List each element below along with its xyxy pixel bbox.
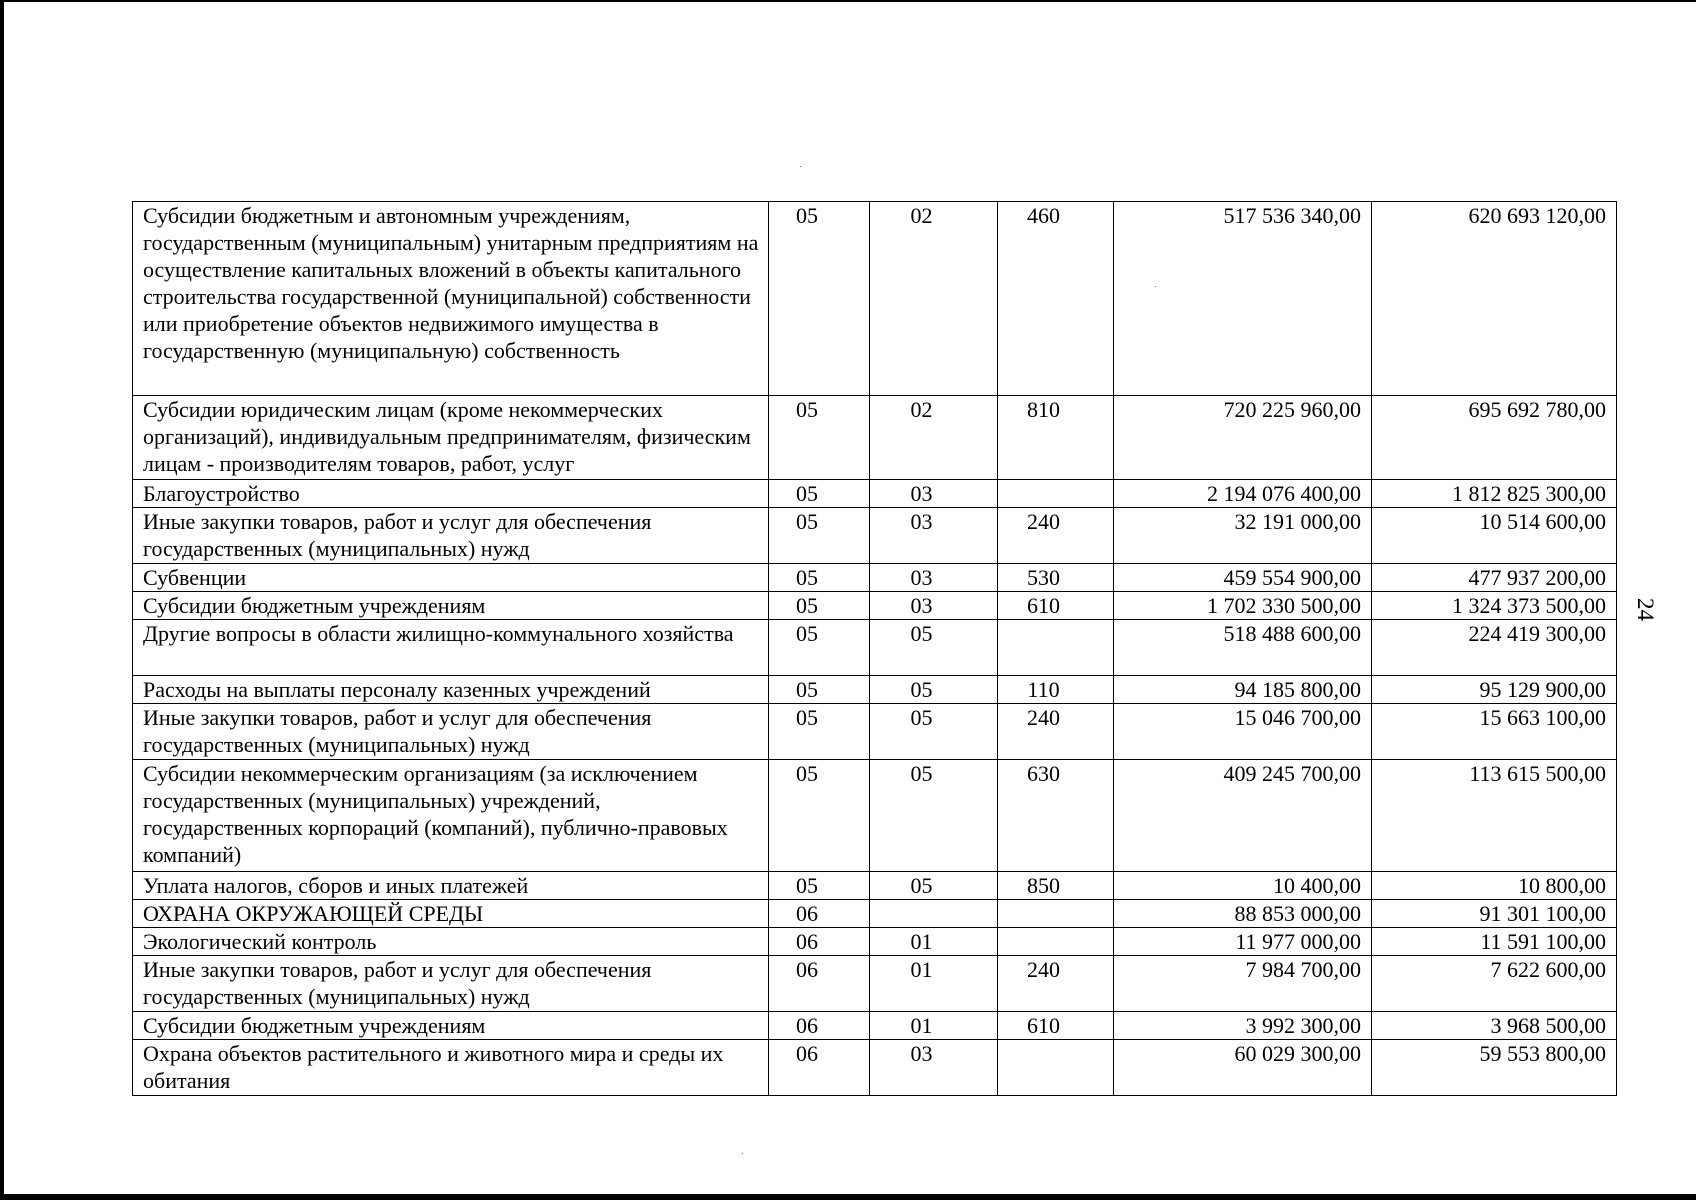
- row-expense-type-code: 240: [998, 956, 1114, 1012]
- row-subsection-code: 03: [870, 592, 998, 620]
- table-row: [133, 592, 1617, 620]
- row-amount-2: 3 968 500,00: [1372, 1012, 1617, 1040]
- row-section-code: 05: [769, 564, 870, 592]
- row-section-code: 05: [769, 676, 870, 704]
- row-expense-type-code: 460: [998, 202, 1114, 396]
- table-row: [133, 202, 1617, 396]
- row-subsection-code: 03: [870, 480, 998, 508]
- row-expense-type-code: [998, 620, 1114, 676]
- row-section-code: 05: [769, 202, 870, 396]
- row-subsection-code: 03: [870, 508, 998, 564]
- table-row: [133, 900, 1617, 928]
- row-name: Субсидии бюджетным и автономным учреждениям, государственным (муниципальным) унитарным предприятиям на осуществление капитальных вложений в объекты капитального строительства государственной (муниципальной) собственности или приобретение объектов недвижимого имущества в государственную (муниципальную) собственность: [133, 202, 769, 396]
- row-amount-2: 620 693 120,00: [1372, 202, 1617, 396]
- row-section-code: 06: [769, 1012, 870, 1040]
- table-row: [133, 1040, 1617, 1096]
- row-name: Субсидии бюджетным учреждениям: [133, 592, 769, 620]
- row-amount-1: 94 185 800,00: [1114, 676, 1372, 704]
- scan-border-left: [0, 0, 4, 1200]
- scan-border-top: [0, 0, 1696, 2]
- table-row: [133, 676, 1617, 704]
- row-section-code: 05: [769, 592, 870, 620]
- row-section-code: 06: [769, 1040, 870, 1096]
- row-amount-2: 477 937 200,00: [1372, 564, 1617, 592]
- row-amount-1: 10 400,00: [1114, 872, 1372, 900]
- row-amount-2: 224 419 300,00: [1372, 620, 1617, 676]
- row-expense-type-code: 610: [998, 1012, 1114, 1040]
- row-name: Уплата налогов, сборов и иных платежей: [133, 872, 769, 900]
- row-name: Другие вопросы в области жилищно-коммунального хозяйства: [133, 620, 769, 676]
- row-subsection-code: 02: [870, 202, 998, 396]
- row-name: Субсидии некоммерческим организациям (за исключением государственных (муниципальных) учреждений, государственных корпораций (компаний), публично-правовых компаний): [133, 760, 769, 872]
- row-subsection-code: 01: [870, 956, 998, 1012]
- row-subsection-code: 03: [870, 1040, 998, 1096]
- row-section-code: 05: [769, 508, 870, 564]
- row-subsection-code: 05: [870, 872, 998, 900]
- row-name: Охрана объектов растительного и животного мира и среды их обитания: [133, 1040, 769, 1096]
- table-row: [133, 760, 1617, 872]
- row-subsection-code: 02: [870, 396, 998, 480]
- budget-table: [132, 201, 1617, 1096]
- budget-table-body: [133, 202, 1617, 1096]
- row-amount-1: 517 536 340,00: [1114, 202, 1372, 396]
- row-expense-type-code: [998, 480, 1114, 508]
- row-amount-1: 1 702 330 500,00: [1114, 592, 1372, 620]
- row-expense-type-code: 850: [998, 872, 1114, 900]
- row-amount-2: 10 800,00: [1372, 872, 1617, 900]
- row-section-code: 05: [769, 480, 870, 508]
- row-amount-2: 113 615 500,00: [1372, 760, 1617, 872]
- row-name: Расходы на выплаты персоналу казенных учреждений: [133, 676, 769, 704]
- row-amount-2: 1 324 373 500,00: [1372, 592, 1617, 620]
- row-amount-2: 1 812 825 300,00: [1372, 480, 1617, 508]
- table-row: [133, 872, 1617, 900]
- row-name: Благоустройство: [133, 480, 769, 508]
- row-amount-2: 59 553 800,00: [1372, 1040, 1617, 1096]
- row-amount-1: 720 225 960,00: [1114, 396, 1372, 480]
- row-expense-type-code: [998, 900, 1114, 928]
- row-section-code: 05: [769, 760, 870, 872]
- row-amount-1: 2 194 076 400,00: [1114, 480, 1372, 508]
- row-amount-2: 10 514 600,00: [1372, 508, 1617, 564]
- row-expense-type-code: 610: [998, 592, 1114, 620]
- row-section-code: 06: [769, 900, 870, 928]
- row-expense-type-code: [998, 928, 1114, 956]
- row-section-code: 05: [769, 872, 870, 900]
- row-amount-1: 518 488 600,00: [1114, 620, 1372, 676]
- table-row: [133, 1012, 1617, 1040]
- row-amount-1: 88 853 000,00: [1114, 900, 1372, 928]
- row-section-code: 06: [769, 956, 870, 1012]
- row-section-code: 05: [769, 396, 870, 480]
- row-amount-1: 7 984 700,00: [1114, 956, 1372, 1012]
- row-section-code: 05: [769, 704, 870, 760]
- row-subsection-code: 05: [870, 620, 998, 676]
- row-name: Экологический контроль: [133, 928, 769, 956]
- row-expense-type-code: 240: [998, 704, 1114, 760]
- table-row: [133, 928, 1617, 956]
- row-subsection-code: 05: [870, 760, 998, 872]
- row-subsection-code: 01: [870, 928, 998, 956]
- row-amount-1: 11 977 000,00: [1114, 928, 1372, 956]
- row-expense-type-code: [998, 1040, 1114, 1096]
- row-section-code: 05: [769, 620, 870, 676]
- scan-border-bottom: [0, 1194, 1696, 1200]
- row-amount-2: 7 622 600,00: [1372, 956, 1617, 1012]
- row-name: Субсидии бюджетным учреждениям: [133, 1012, 769, 1040]
- row-subsection-code: 05: [870, 704, 998, 760]
- row-expense-type-code: 110: [998, 676, 1114, 704]
- table-row: [133, 704, 1617, 760]
- row-amount-2: 695 692 780,00: [1372, 396, 1617, 480]
- table-row: [133, 564, 1617, 592]
- row-amount-1: 409 245 700,00: [1114, 760, 1372, 872]
- row-name: Субвенции: [133, 564, 769, 592]
- row-expense-type-code: 810: [998, 396, 1114, 480]
- row-amount-2: 15 663 100,00: [1372, 704, 1617, 760]
- row-subsection-code: [870, 900, 998, 928]
- row-subsection-code: 05: [870, 676, 998, 704]
- scan-speck: [742, 1153, 743, 1154]
- row-amount-1: 3 992 300,00: [1114, 1012, 1372, 1040]
- row-amount-2: 11 591 100,00: [1372, 928, 1617, 956]
- row-subsection-code: 03: [870, 564, 998, 592]
- row-amount-2: 91 301 100,00: [1372, 900, 1617, 928]
- table-row: [133, 956, 1617, 1012]
- row-expense-type-code: 630: [998, 760, 1114, 872]
- row-name: Иные закупки товаров, работ и услуг для обеспечения государственных (муниципальных) нужд: [133, 956, 769, 1012]
- row-amount-1: 60 029 300,00: [1114, 1040, 1372, 1096]
- row-amount-2: 95 129 900,00: [1372, 676, 1617, 704]
- row-expense-type-code: 240: [998, 508, 1114, 564]
- row-amount-1: 32 191 000,00: [1114, 508, 1372, 564]
- row-section-code: 06: [769, 928, 870, 956]
- page-number: 24: [1633, 598, 1658, 621]
- row-subsection-code: 01: [870, 1012, 998, 1040]
- row-name: ОХРАНА ОКРУЖАЮЩЕЙ СРЕДЫ: [133, 900, 769, 928]
- table-row: [133, 508, 1617, 564]
- row-expense-type-code: 530: [998, 564, 1114, 592]
- row-amount-1: 15 046 700,00: [1114, 704, 1372, 760]
- scan-speck: [800, 166, 801, 167]
- row-name: Иные закупки товаров, работ и услуг для обеспечения государственных (муниципальных) нужд: [133, 704, 769, 760]
- table-row: [133, 396, 1617, 480]
- row-name: Иные закупки товаров, работ и услуг для обеспечения государственных (муниципальных) нужд: [133, 508, 769, 564]
- row-name: Субсидии юридическим лицам (кроме некоммерческих организаций), индивидуальным предпринимателям, физическим лицам - производителям товаров, работ, услуг: [133, 396, 769, 480]
- row-amount-1: 459 554 900,00: [1114, 564, 1372, 592]
- table-row: [133, 620, 1617, 676]
- table-row: [133, 480, 1617, 508]
